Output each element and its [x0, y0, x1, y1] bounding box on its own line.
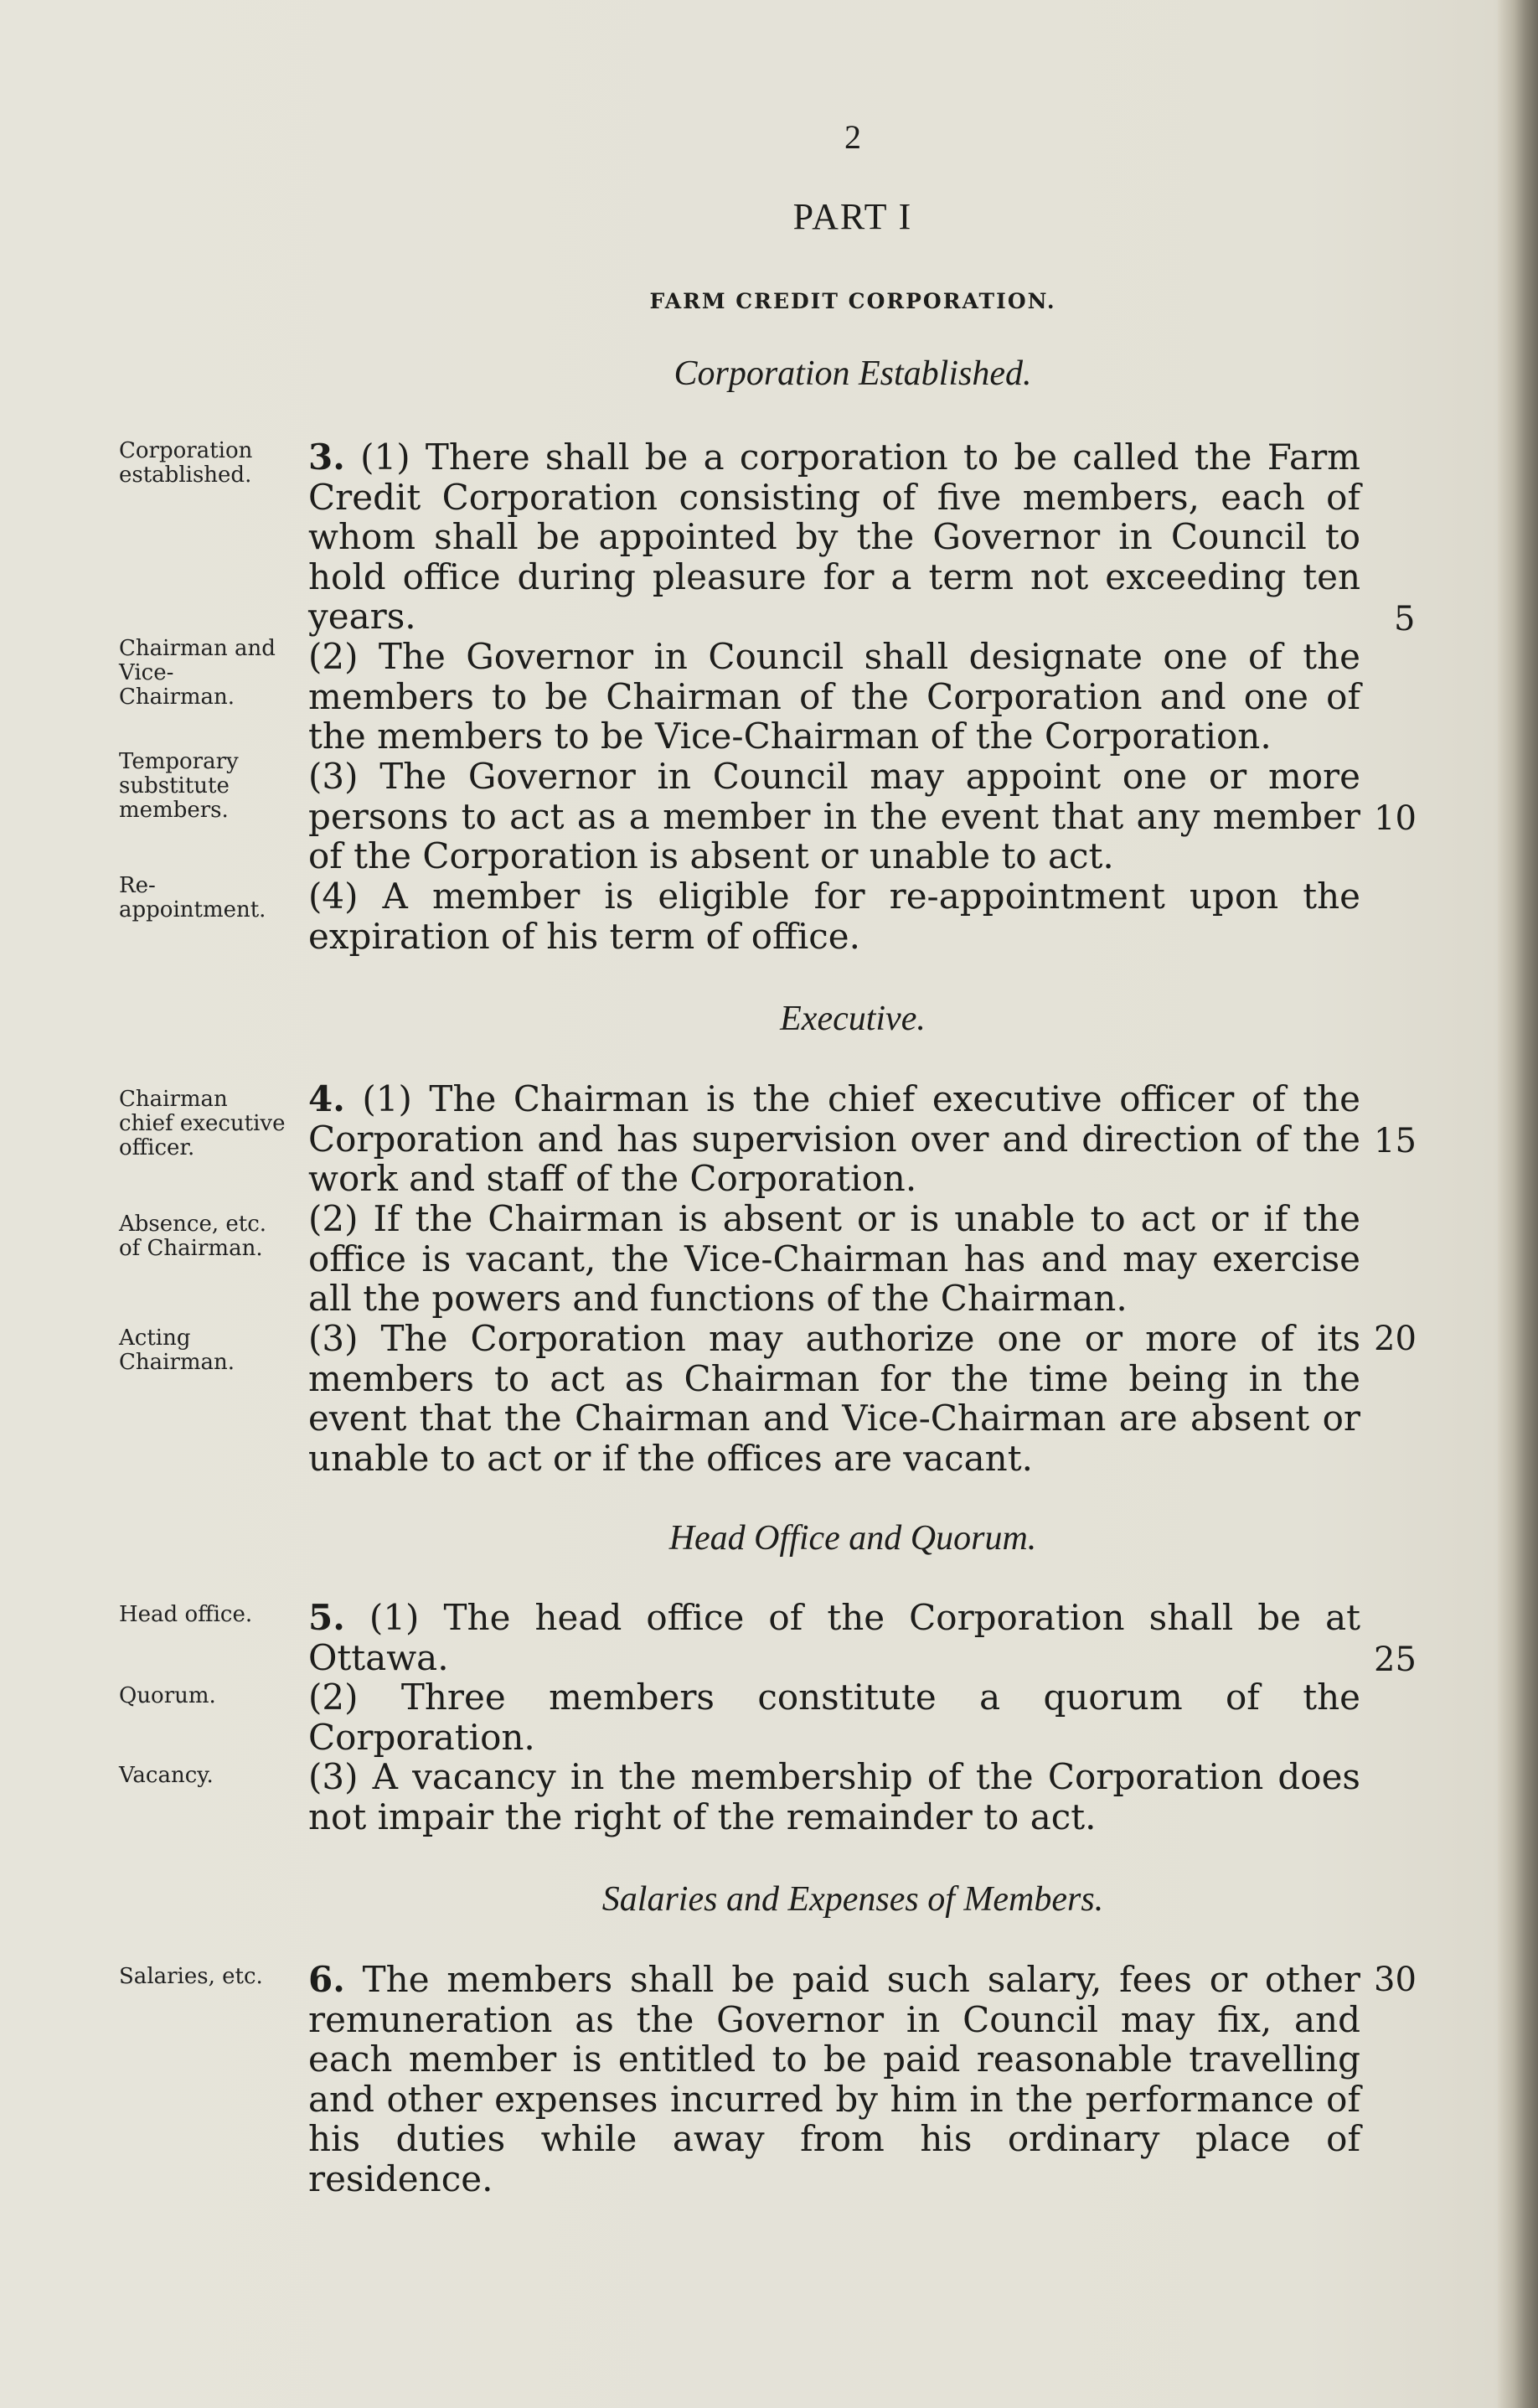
- line-number-5: 5: [1394, 600, 1416, 638]
- margin-note-absence: Absence, etc. of Chairman.: [119, 1212, 267, 1261]
- paragraph-5-3: (3) A vacancy in the membership of the Corporation does not impair the right of the remainder to act.: [308, 1756, 1360, 1837]
- page-number: 2: [844, 118, 861, 156]
- margin-note-acting: Acting Chairman.: [119, 1325, 235, 1375]
- margin-note-vacancy: Vacancy.: [119, 1763, 214, 1788]
- section-number-4: 4.: [308, 1078, 345, 1119]
- margin-note-chairman-vice: Chairman and Vice-Chairman.: [119, 636, 276, 710]
- paragraph-3-4: (4) A member is eligible for re-appointment upon the expiration of his term of office.: [308, 876, 1360, 957]
- section-heading-salaries-expenses: Salaries and Expenses of Members.: [601, 1880, 1104, 1919]
- paragraph-5-1: 5. (1) The head office of the Corporation shall be at Ottawa.: [308, 1597, 1360, 1678]
- margin-note-temporary-substitute: Temporary substitute members.: [119, 749, 239, 823]
- paragraph-4-2: (2) If the Chairman is absent or is unable to act or if the office is vacant, the Vice-Chairman has and may exercise all the powers and functions of the Chairman.: [308, 1198, 1360, 1319]
- line-number-20: 20: [1374, 1320, 1417, 1358]
- section-number-6: 6.: [308, 1959, 345, 2000]
- margin-note-head-office: Head office.: [119, 1602, 253, 1627]
- line-number-25: 25: [1374, 1641, 1417, 1679]
- part-subtitle: FARM CREDIT CORPORATION.: [649, 289, 1056, 313]
- margin-note-reappointment: Re-appointment.: [119, 873, 266, 922]
- line-number-10: 10: [1374, 799, 1417, 838]
- part-title: PART I: [792, 196, 913, 237]
- section-heading-head-office-quorum: Head Office and Quorum.: [668, 1519, 1037, 1558]
- paragraph-6: 6. The members shall be paid such salary, fees or other remuneration as the Governor in Council may fix, and each member is entitled to be paid reasonable travelling and other expenses incurred by him in the performance of his duties while away from his ordinary place of residence.: [308, 1959, 1360, 2199]
- margin-note-corporation-established: Corporation established.: [119, 438, 253, 488]
- paragraph-4-3: (3) The Corporation may authorize one or more of its members to act as Chairman for the time being in the event that the Chairman and Vice-Chairman are absent or unable to act or if the offices are vacant.: [308, 1318, 1360, 1479]
- line-number-30: 30: [1374, 1961, 1417, 1999]
- margin-note-quorum: Quorum.: [119, 1683, 216, 1708]
- section-heading-corporation-established: Corporation Established.: [674, 354, 1032, 393]
- margin-note-salaries: Salaries, etc.: [119, 1964, 263, 1989]
- paragraph-5-2: (2) Three members constitute a quorum of the Corporation.: [308, 1677, 1360, 1758]
- section-number-5: 5.: [308, 1597, 345, 1638]
- paragraph-3-2: (2) The Governor in Council shall designate one of the members to be Chairman of the Corporation and one of the members to be Vice-Chairman of the Corporation.: [308, 636, 1360, 757]
- paragraph-4-1: 4. (1) The Chairman is the chief executive officer of the Corporation and has supervision over and direction of the work and staff of the Corporation.: [308, 1078, 1360, 1199]
- section-number-3: 3.: [308, 437, 345, 478]
- paragraph-3-1: 3. (1) There shall be a corporation to be called the Farm Credit Corporation consisting of five members, each of whom shall be appointed by the Governor in Council to hold office during pleasure for a term not exceeding ten years.: [308, 437, 1360, 637]
- paragraph-3-3: (3) The Governor in Council may appoint one or more persons to act as a member in the event that any member of the Corporation is absent or unable to act.: [308, 756, 1360, 876]
- section-heading-executive: Executive.: [780, 1000, 926, 1038]
- line-number-15: 15: [1374, 1122, 1417, 1160]
- margin-note-chairman-chief: Chairman chief executive officer.: [119, 1087, 286, 1160]
